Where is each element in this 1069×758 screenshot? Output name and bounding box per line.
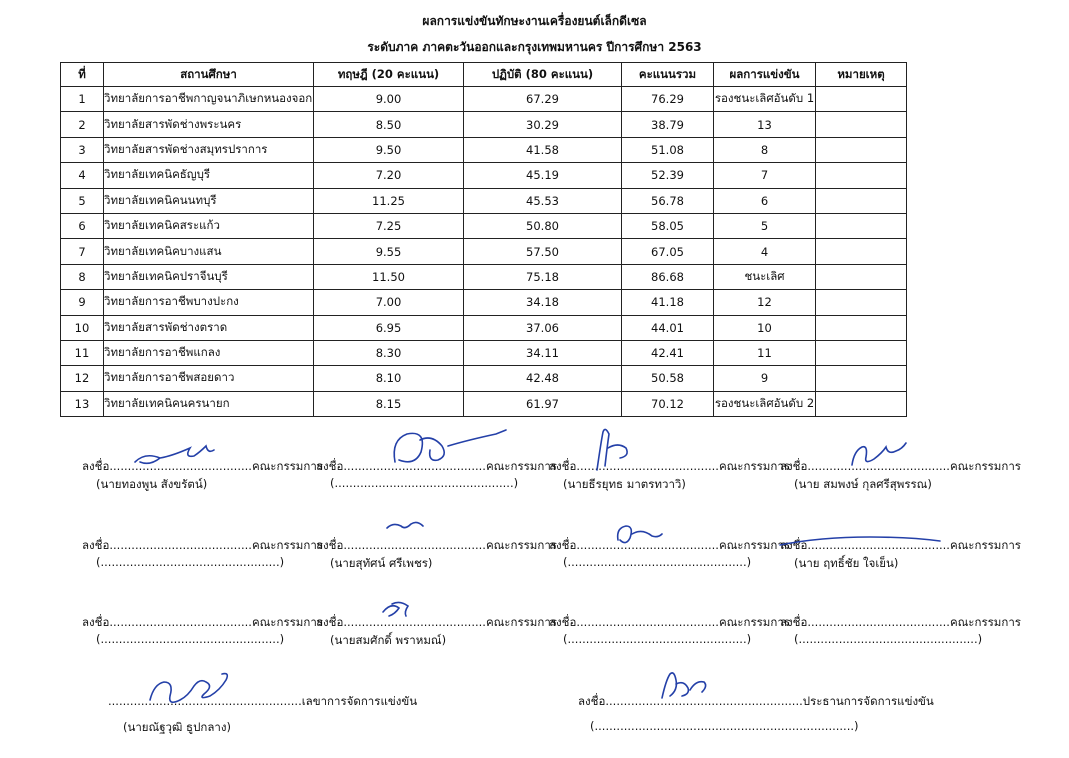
- signer-name: (นาย สมพงษ์ กุลศรีสุพรรณ): [794, 477, 932, 491]
- cell-school: วิทยาลัยเทคนิคนนทบุรี: [104, 188, 314, 213]
- cell-total: 51.08: [622, 137, 714, 162]
- sign-line: ลงชื่อ.......................................คณะกรรมการ: [316, 538, 557, 552]
- cell-theory: 9.55: [314, 239, 464, 264]
- signer-name: (.................................................): [563, 632, 752, 646]
- sign-line: ลงชื่อ.......................................คณะกรรมการ: [316, 459, 557, 473]
- cell-result: 4: [714, 239, 816, 264]
- cell-result: 9: [714, 366, 816, 391]
- cell-no: 10: [61, 315, 104, 340]
- cell-result: 12: [714, 290, 816, 315]
- cell-no: 3: [61, 137, 104, 162]
- cell-theory: 11.25: [314, 188, 464, 213]
- document-title: ผลการแข่งขันทักษะงานเครื่องยนต์เล็กดีเซล: [422, 14, 647, 28]
- cell-theory: 7.25: [314, 213, 464, 238]
- cell-total: 56.78: [622, 188, 714, 213]
- header-school: สถานศึกษา: [104, 63, 314, 87]
- sign-line: ลงชื่อ.......................................คณะกรรมการ: [82, 615, 323, 629]
- header-note: หมายเหตุ: [816, 63, 907, 87]
- cell-no: 5: [61, 188, 104, 213]
- cell-practice: 61.97: [464, 391, 622, 416]
- chair-sign-line: ลงชื่อ......................................................ประธานการจัดการแข่งขัน: [578, 694, 934, 708]
- signer-name: (นายธีรยุทธ มาตรทวาวิ): [563, 477, 686, 491]
- cell-theory: 8.30: [314, 340, 464, 365]
- cell-theory: 8.15: [314, 391, 464, 416]
- cell-practice: 30.29: [464, 112, 622, 137]
- cell-result: รองชนะเลิศอันดับ 1: [714, 87, 816, 112]
- chair-name-blank: (.......................................................................): [590, 719, 859, 733]
- cell-result: 5: [714, 213, 816, 238]
- cell-school: วิทยาลัยเทคนิคบางแสน: [104, 239, 314, 264]
- signer-name: (.................................................): [96, 555, 285, 569]
- cell-school: วิทยาลัยเทคนิคนครนายก: [104, 391, 314, 416]
- header-practice: ปฏิบัติ (80 คะแนน): [464, 63, 622, 87]
- signer-name: (นาย ฤทธิ์ชัย ใจเย็น): [794, 556, 899, 570]
- sign-line: ลงชื่อ.......................................คณะกรรมการ: [82, 459, 323, 473]
- sign-line: ลงชื่อ.......................................คณะกรรมการ: [780, 459, 1021, 473]
- sign-line: ลงชื่อ.......................................คณะกรรมการ: [549, 459, 790, 473]
- cell-total: 86.68: [622, 264, 714, 289]
- cell-total: 76.29: [622, 87, 714, 112]
- cell-result: 7: [714, 163, 816, 188]
- cell-practice: 34.11: [464, 340, 622, 365]
- cell-school: วิทยาลัยเทคนิคธัญบุรี: [104, 163, 314, 188]
- cell-theory: 8.50: [314, 112, 464, 137]
- cell-result: ชนะเลิศ: [714, 264, 816, 289]
- cell-school: วิทยาลัยเทคนิคปราจีนบุรี: [104, 264, 314, 289]
- sign-line: ลงชื่อ.......................................คณะกรรมการ: [549, 615, 790, 629]
- sign-line: ลงชื่อ.......................................คณะกรรมการ: [780, 538, 1021, 552]
- cell-result: 8: [714, 137, 816, 162]
- sign-line: ลงชื่อ.......................................คณะกรรมการ: [82, 538, 323, 552]
- signer-name: (นายทองพูน สังขรัตน์): [96, 477, 208, 491]
- cell-total: 70.12: [622, 391, 714, 416]
- header-theory: ทฤษฎี (20 คะแนน): [314, 63, 464, 87]
- cell-theory: 9.00: [314, 87, 464, 112]
- cell-no: 8: [61, 264, 104, 289]
- signer-name: (.................................................): [96, 632, 285, 646]
- cell-theory: 7.00: [314, 290, 464, 315]
- header-total: คะแนนรวม: [622, 63, 714, 87]
- cell-school: วิทยาลัยการอาชีพสอยดาว: [104, 366, 314, 391]
- cell-no: 12: [61, 366, 104, 391]
- cell-total: 38.79: [622, 112, 714, 137]
- cell-total: 67.05: [622, 239, 714, 264]
- cell-theory: 8.10: [314, 366, 464, 391]
- cell-total: 41.18: [622, 290, 714, 315]
- document-subtitle: ระดับภาค ภาคตะวันออกและกรุงเทพมหานคร ปีการศึกษา 2563: [367, 40, 702, 54]
- cell-school: วิทยาลัยการอาชีพแกลง: [104, 340, 314, 365]
- cell-practice: 37.06: [464, 315, 622, 340]
- cell-practice: 75.18: [464, 264, 622, 289]
- signer-name: (นายสมศักดิ์ พราหมณ์): [330, 633, 447, 647]
- cell-school: วิทยาลัยการอาชีพบางปะกง: [104, 290, 314, 315]
- cell-practice: 34.18: [464, 290, 622, 315]
- cell-school: วิทยาลัยเทคนิคสระแก้ว: [104, 213, 314, 238]
- secretary-sign-line: .....................................................เลขาการจัดการแข่งขัน: [108, 694, 418, 708]
- cell-school: วิทยาลัยการอาชีพกาญจนาภิเษกหนองจอก: [104, 87, 314, 112]
- cell-theory: 6.95: [314, 315, 464, 340]
- cell-no: 1: [61, 87, 104, 112]
- cell-result: 10: [714, 315, 816, 340]
- signer-name: (.................................................): [794, 632, 983, 646]
- cell-no: 7: [61, 239, 104, 264]
- cell-practice: 45.19: [464, 163, 622, 188]
- header-no: ที่: [61, 63, 104, 87]
- secretary-name: (นายณัฐวุฒิ ธูปกลาง): [123, 720, 231, 734]
- cell-result: 11: [714, 340, 816, 365]
- signer-name: (.................................................): [330, 476, 519, 490]
- cell-no: 9: [61, 290, 104, 315]
- cell-practice: 42.48: [464, 366, 622, 391]
- cell-practice: 50.80: [464, 213, 622, 238]
- signer-name: (.................................................): [563, 555, 752, 569]
- cell-theory: 7.20: [314, 163, 464, 188]
- signer-name: (นายสุทัศน์ ศรีเพชร): [330, 556, 433, 570]
- cell-total: 58.05: [622, 213, 714, 238]
- cell-no: 2: [61, 112, 104, 137]
- cell-no: 11: [61, 340, 104, 365]
- cell-practice: 67.29: [464, 87, 622, 112]
- cell-no: 6: [61, 213, 104, 238]
- cell-result: รองชนะเลิศอันดับ 2: [714, 391, 816, 416]
- cell-school: วิทยาลัยสารพัดช่างสมุทรปราการ: [104, 137, 314, 162]
- cell-theory: 11.50: [314, 264, 464, 289]
- cell-practice: 45.53: [464, 188, 622, 213]
- header-result: ผลการแข่งขัน: [714, 63, 816, 87]
- cell-practice: 41.58: [464, 137, 622, 162]
- sign-line: ลงชื่อ.......................................คณะกรรมการ: [316, 615, 557, 629]
- cell-practice: 57.50: [464, 239, 622, 264]
- cell-total: 42.41: [622, 340, 714, 365]
- cell-total: 52.39: [622, 163, 714, 188]
- cell-result: 13: [714, 112, 816, 137]
- cell-school: วิทยาลัยสารพัดช่างตราด: [104, 315, 314, 340]
- sign-line: ลงชื่อ.......................................คณะกรรมการ: [549, 538, 790, 552]
- cell-no: 13: [61, 391, 104, 416]
- cell-no: 4: [61, 163, 104, 188]
- cell-result: 6: [714, 188, 816, 213]
- sign-line: ลงชื่อ.......................................คณะกรรมการ: [780, 615, 1021, 629]
- cell-total: 50.58: [622, 366, 714, 391]
- cell-total: 44.01: [622, 315, 714, 340]
- cell-theory: 9.50: [314, 137, 464, 162]
- cell-school: วิทยาลัยสารพัดช่างพระนคร: [104, 112, 314, 137]
